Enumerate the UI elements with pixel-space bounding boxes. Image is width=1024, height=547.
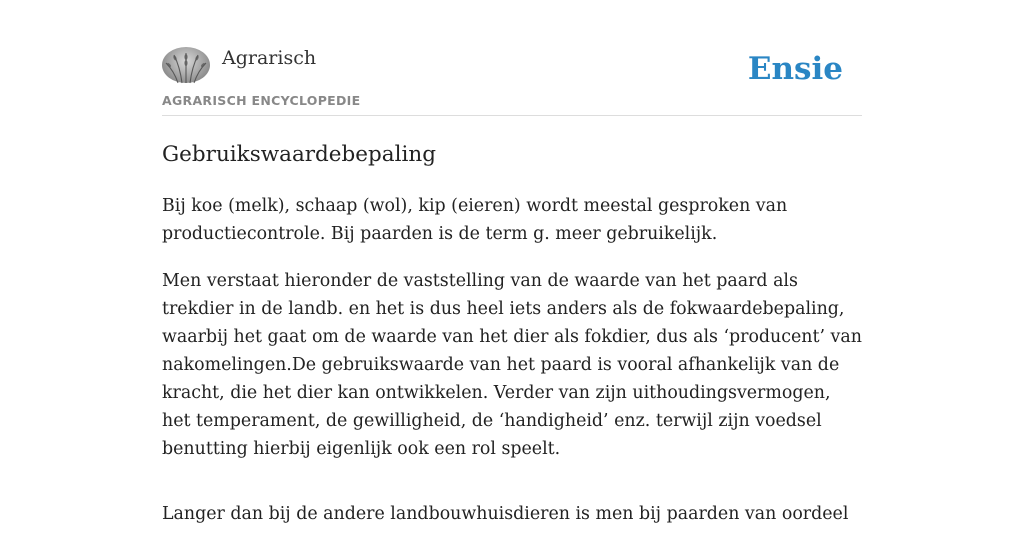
article-paragraph: Langer dan bij de andere landbouwhuisdieren is men bij paarden van oordeel <box>162 504 849 524</box>
article-paragraph: Men verstaat hieronder de vaststelling van de waarde van het paard als trekdier in de landb. en het is dus heel iets anders als de fokwaardebepaling, waarbij het gaat om de waarde van het dier als fokdier, dus als ‘producent’ van nakomelingen.De gebruikswaarde van het paard is vooral afhankelijk van de kracht, die het dier kan ontwikkelen. Verder van zijn uithoudingsvermogen, het temperament, de gewilligheid, de ‘handigheid’ enz. terwijl zijn voedsel benutting hierbij eigenlijk ook een rol speelt. <box>162 271 862 459</box>
page-title: Gebruikswaardebepaling <box>162 142 436 167</box>
article-paragraph: Bij koe (melk), schaap (wol), kip (eieren) wordt meestal gesproken van productiecontrole. Bij paarden is de term g. meer gebruikelijk. <box>162 196 788 244</box>
site-header <box>162 0 862 116</box>
article-body <box>162 192 862 547</box>
ensie-brand-link[interactable]: Ensie <box>747 51 843 87</box>
site-name[interactable]: Agrarisch <box>222 47 317 69</box>
page <box>162 0 862 524</box>
wheat-logo-icon[interactable] <box>162 47 210 83</box>
site-subtitle: AGRARISCH ENCYCLOPEDIE <box>162 93 361 108</box>
